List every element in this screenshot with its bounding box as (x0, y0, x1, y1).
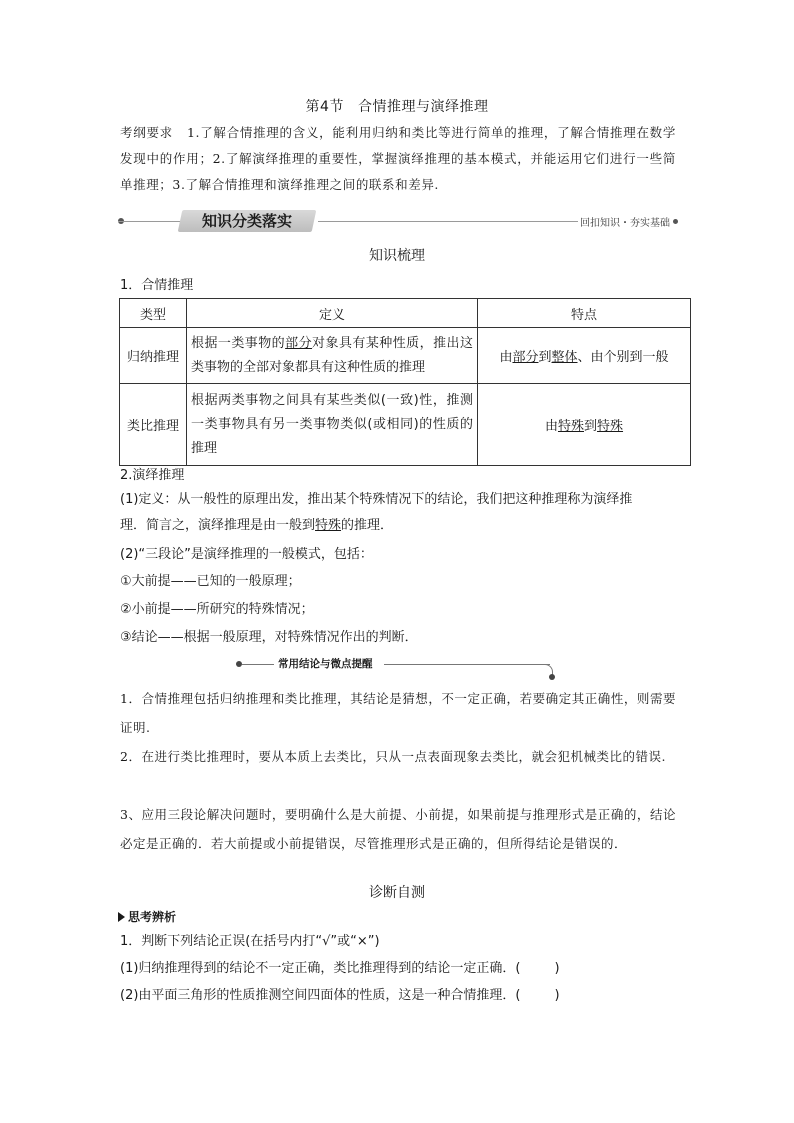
requirements-label: 考纲要求 (120, 125, 173, 140)
row2-feat-underline-1: 特殊 (557, 419, 584, 434)
d1-c: 的推理． (341, 518, 394, 533)
row1-feat-underline-2: 整体 (551, 350, 578, 365)
exam-requirements (120, 120, 676, 198)
question-1-item-2 (120, 983, 560, 1009)
triangle-icon (118, 912, 125, 922)
q1-1-close: ) (554, 961, 560, 976)
think-label (118, 908, 176, 925)
banner-line-right (318, 221, 578, 222)
knowledge-heading: 知识梳理 (369, 248, 425, 264)
think-text: 思考辨析 (128, 910, 177, 924)
row2-feat-a: 由 (544, 419, 558, 434)
row1-type: 归纳推理 (120, 328, 187, 384)
tips-banner-line-right (384, 664, 550, 665)
section-banner (118, 210, 678, 234)
d1-underline: 特殊 (315, 518, 342, 533)
section-name: 合情推理与演绎推理 (357, 99, 489, 115)
row2-type: 类比推理 (120, 384, 187, 466)
deduction-definition-line2 (120, 513, 393, 539)
q1-2-close: ) (554, 988, 560, 1003)
table-header-definition: 定义 (187, 299, 478, 328)
major-premise: ①大前提——已知的一般原理； (120, 574, 301, 589)
tips-banner-line-left (242, 664, 274, 665)
table-header-row (120, 299, 691, 328)
minor-premise: ②小前提——所研究的特殊情况； (120, 602, 314, 617)
row1-feat-c: 、由个别到一般 (577, 350, 669, 365)
page-title (0, 96, 794, 116)
requirements-text: 1.了解合情推理的含义，能利用归纳和类比等进行简单的推理，了解合情推理在数学发现中的作用；2.了解演绎推理的重要性，掌握演绎推理的基本模式，并能运用它们进行一些简单推理；3.了解合情推理和演绎推理之间的联系和差异. (120, 125, 676, 192)
row2-feat-b: 到 (584, 419, 598, 434)
banner-subtitle: 回扣知识・夯实基础 (580, 218, 670, 229)
table-row (120, 328, 691, 384)
d1-b: 理．简言之，演绎推理是由一般到 (120, 518, 316, 533)
row1-feat-b: 到 (538, 350, 552, 365)
row1-feat-a: 由 (499, 350, 513, 365)
tips-banner (236, 656, 558, 682)
q1-1-text: (1)归纳推理得到的结论不一定正确，类比推理得到的结论一定正确．( (120, 961, 521, 976)
banner-line-left (118, 221, 180, 222)
reasoning-table (119, 298, 691, 466)
section-number: 第4节 (305, 99, 344, 115)
syllogism-intro: (2)“三段论”是演绎推理的一般模式，包括： (120, 547, 373, 562)
tip-1: 1．合情推理包括归纳推理和类比推理，其结论是猜想，不一定正确，若要确定其正确性，则需要证明. (120, 691, 676, 735)
tip-3: 3、应用三段论解决问题时，要明确什么是大前提、小前提，如果前提与推理形式是正确的，结论必定是正确的．若大前提或小前提错误，尽管推理形式是正确的，但所得结论是错误的． (120, 807, 676, 851)
subsection-2-heading: 2.演绎推理 (120, 468, 185, 483)
tips-banner-title: 常用结论与微点提醒 (278, 658, 373, 670)
conclusion-item: ③结论——根据一般原理，对特殊情况作出的判断． (120, 630, 418, 645)
tips-banner-dot-right (549, 674, 555, 680)
table-row (120, 384, 691, 466)
q1-2-text: (2)由平面三角形的性质推测空间四面体的性质，这是一种合情推理．( (120, 988, 521, 1003)
row1-def-underline: 部分 (285, 335, 313, 351)
table-header-feature: 特点 (478, 299, 691, 328)
row1-def-b: 对象具有某种性质，推出这类事物的全部对象都具有这种性质的推理 (191, 335, 473, 375)
row1-feat-underline-1: 部分 (512, 350, 539, 365)
row2-feature (478, 384, 691, 466)
row1-def-a: 根据一类事物的 (191, 335, 286, 351)
row2-feat-underline-2: 特殊 (597, 419, 624, 434)
question-1: 1．判断下列结论正误(在括号内打“√”或“×”) (120, 934, 380, 949)
row1-feature (478, 328, 691, 384)
deduction-definition-line1: (1)定义：从一般性的原理出发，推出某个特殊情况下的结论，我们把这种推理称为演绎推 (120, 492, 633, 507)
question-1-item-1 (120, 956, 560, 982)
row1-definition (187, 328, 478, 384)
banner-dot-right (673, 219, 678, 224)
row2-definition: 根据两类事物之间具有某些类似(一致)性，推测一类事物具有另一类事物类似(或相同)的性质的推理 (187, 384, 478, 466)
table-header-type: 类型 (120, 299, 187, 328)
subsection-1-heading: 1．合情推理 (120, 278, 194, 293)
banner-title: 知识分类落实 (201, 212, 292, 230)
diagnosis-heading: 诊断自测 (369, 885, 425, 901)
tip-2: 2．在进行类比推理时，要从本质上去类比，只从一点表面现象去类比，就会犯机械类比的错误. (120, 749, 666, 764)
